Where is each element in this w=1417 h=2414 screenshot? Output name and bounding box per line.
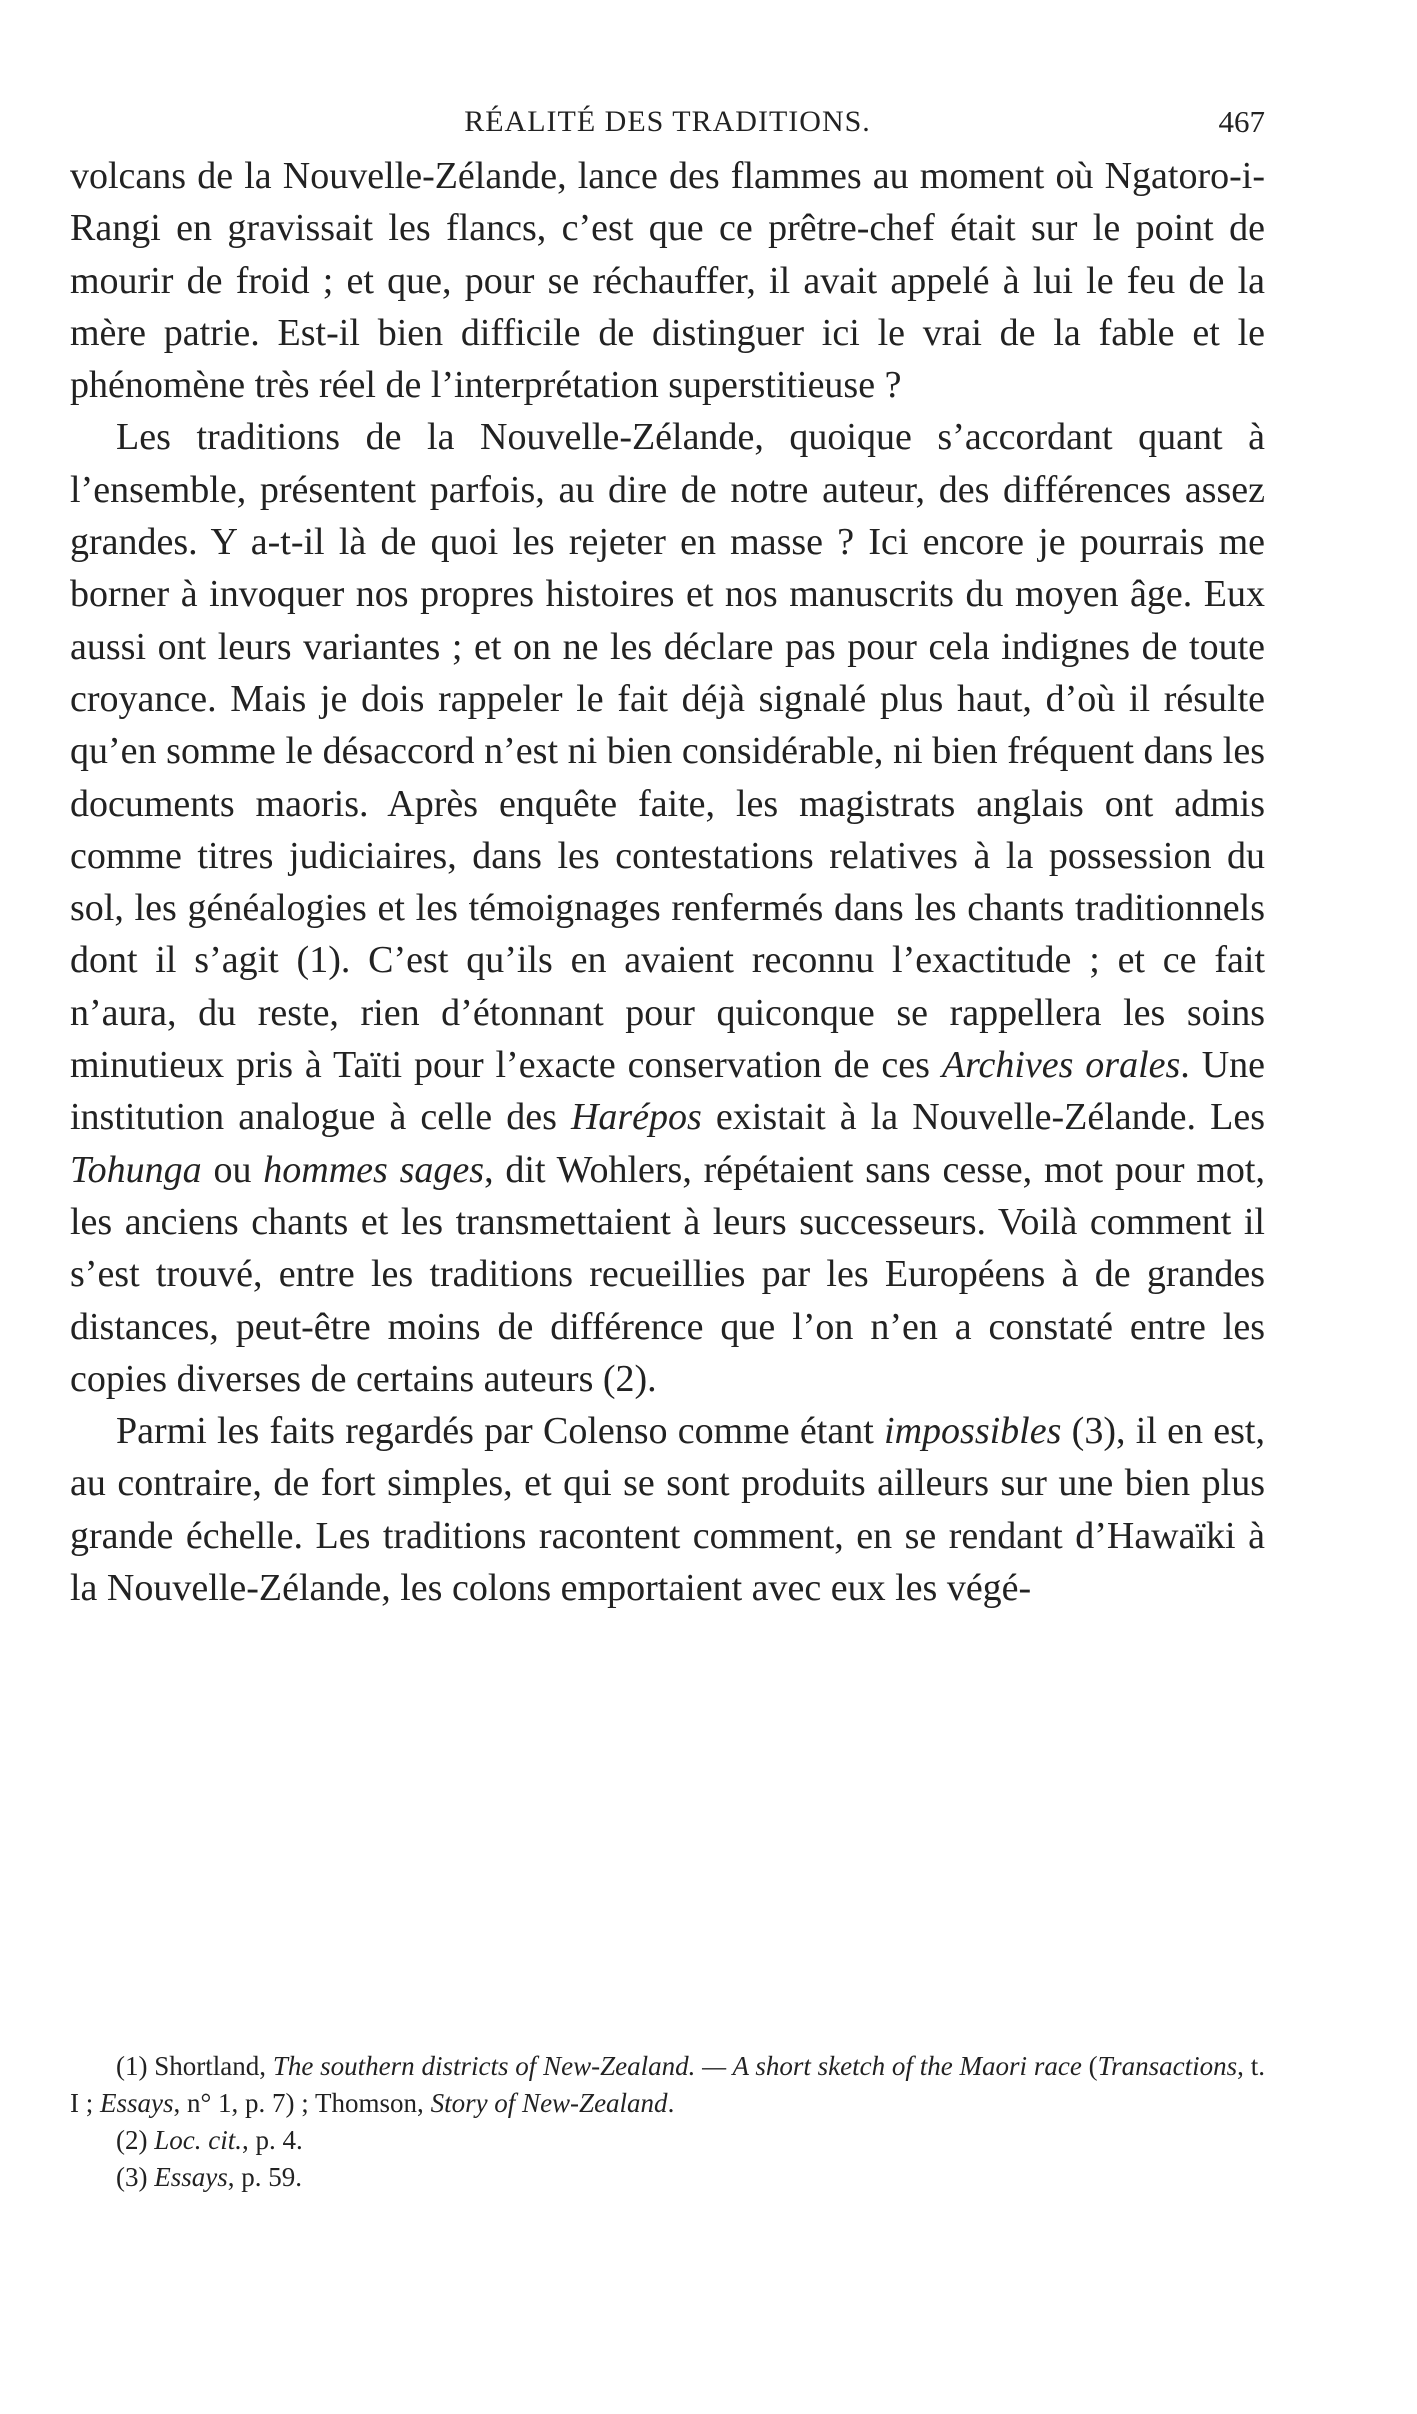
footnote-3 xyxy=(70,2159,1265,2196)
footnote-italic: Loc. cit. xyxy=(154,2125,242,2155)
footnote-text: , n° 1, p. 7) ; Thomson, xyxy=(173,2088,431,2118)
footnote-2 xyxy=(70,2122,1265,2159)
italic-term-tohunga: Tohunga xyxy=(70,1148,202,1191)
footnote-italic: Essays xyxy=(154,2162,228,2192)
paragraph-2-text: , dit Wohlers, répétaient sans cesse, mot pour mot, les anciens chants et les transmettaient à leurs successeurs. Voilà comment il s’est trouvé, entre les traditions recueillies par les Européens à de grandes distances, peut-être moins de différence que l’on n’en a constaté entre les copies diverses de certains auteurs (2). xyxy=(70,1148,1265,1400)
footnote-text: , p. 4. xyxy=(241,2125,303,2155)
footnote-marker: (2) xyxy=(116,2125,148,2155)
footnote-italic: The southern districts of New-Zealand. — A short sketch of the Maori race xyxy=(272,2051,1082,2081)
footnote-marker: (3) xyxy=(116,2162,148,2192)
footnote-text: Shortland, xyxy=(147,2051,273,2081)
paragraph-3-text: (3), il en est, au contraire, de fort simples, et qui se sont produits ailleurs sur une bien plus grande échelle. Les traditions racontent comment, en se rendant d’Hawaïki à la Nouvelle-Zélande, les colons emportaient avec eux les végé- xyxy=(70,1410,1265,1610)
italic-term-harepos: Harépos xyxy=(570,1096,702,1139)
footnote-italic: Essays xyxy=(100,2088,174,2118)
footnote-text: . xyxy=(667,2088,675,2118)
italic-term-archives-orales: Archives orales xyxy=(941,1044,1181,1087)
paragraph-2-text: Les traditions de la Nouvelle-Zélande, quoique s’accordant quant à l’ensemble, présentent parfois, au dire de notre auteur, des différences assez grandes. Y a-t-il là de quoi les rejeter en masse ? Ici encore je pourrais me borner à invoquer nos propres histoires et nos manuscrits du moyen âge. Eux aussi ont leurs variantes ; et on ne les déclare pas pour cela indignes de toute croyance. Mais je dois rappeler le fait déjà signalé plus haut, d’où il résulte qu’en somme le désaccord n’est ni bien considérable, ni bien fréquent dans les documents maoris. Après enquête faite, les magistrats anglais ont admis comme titres judiciaires, dans les contestations relatives à la possession du sol, les généalogies et les témoignages renfermés dans les chants traditionnels dont il s’agit (1). C’est qu’ils en avaient reconnu l’exactitude ; et ce fait n’aura, du reste, rien d’étonnant pour quiconque se rappellera les soins minutieux pris à Taïti pour l’exacte conservation de ces xyxy=(70,416,1265,1087)
footnote-marker: (1) xyxy=(116,2051,148,2081)
footnote-1 xyxy=(70,2048,1265,2122)
paragraph-3-text: Parmi les faits regardés par Colenso comme étant xyxy=(116,1410,885,1453)
footnotes xyxy=(70,2048,1265,2196)
footnote-italic: Transactions xyxy=(1097,2051,1238,2081)
paragraph-2-text: existait à la Nouvelle-Zélande. Les xyxy=(701,1096,1265,1139)
paragraph-2-text: ou xyxy=(201,1148,264,1191)
page-number: 467 xyxy=(1218,104,1265,139)
italic-term-impossibles: impossibles xyxy=(884,1410,1062,1453)
body-text xyxy=(70,150,1265,1614)
running-head xyxy=(70,100,1265,144)
footnote-italic: Story of New-Zealand xyxy=(430,2088,668,2118)
paragraph-1-text: volcans de la Nouvelle-Zélande, lance des flammes au moment où Ngatoro-i-Rangi en gravissait les flancs, c’est que ce prêtre-chef était sur le point de mourir de froid ; et que, pour se réchauffer, il avait appelé à lui le feu de la mère patrie. Est-il bien difficile de distinguer ici le vrai de la fable et le phénomène très réel de l’interprétation superstitieuse ? xyxy=(70,155,1265,407)
paragraph-2-text: . Une institution analogue à celle des xyxy=(70,1044,1265,1139)
paragraph-1 xyxy=(70,150,1265,411)
paragraph-3 xyxy=(70,1405,1265,1614)
running-title: RÉALITÉ DES TRADITIONS. xyxy=(464,105,871,138)
footnote-text: , t. I ; xyxy=(70,2051,1265,2118)
paragraph-2 xyxy=(70,411,1265,1405)
footnote-text: , p. 59. xyxy=(227,2162,302,2192)
footnote-text: ( xyxy=(1081,2051,1098,2081)
italic-term-hommes-sages: hommes sages xyxy=(263,1148,485,1191)
